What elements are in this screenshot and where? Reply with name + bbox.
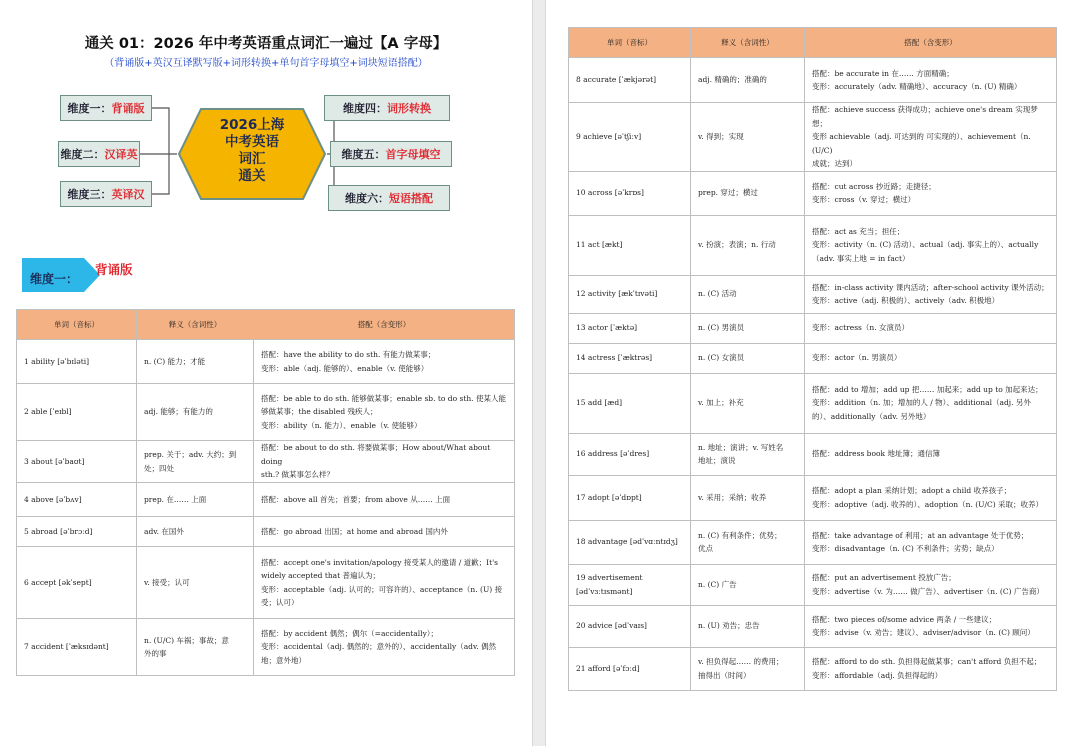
mindmap-node-dimension-3 [60,181,152,207]
word-text: 19 advertisement [576,573,643,582]
word-text: 14 actress [ˈæktrəs] [576,353,653,363]
word-cell [17,384,137,441]
word-cell [569,647,691,690]
word-text: 17 adopt [əˈdɒpt] [576,492,642,502]
table-row [569,373,1057,433]
table-row [569,647,1057,690]
mindmap-node-dimension-6 [328,185,450,211]
meaning-line: 地址；演说 [698,456,736,465]
meaning-cell [691,343,805,373]
vocab-table-right [568,27,1057,691]
collocation-line: 变形：cross（v. 穿过；横过） [812,195,916,204]
node-prefix: 维度四： [343,102,387,115]
node-label: 短语搭配 [389,192,433,205]
center-line: 2026上海 [219,117,285,133]
collocation-line: widely accepted that 普遍认为； [261,571,381,580]
collocation-line: （adv. 事实上地 = in fact） [812,253,910,263]
meaning-cell [691,215,805,275]
mindmap-node-dimension-5 [330,141,452,167]
word-text: 10 across [əˈkrɒs] [576,188,644,198]
table-row [569,605,1057,647]
meaning-line: n. (C) 广告 [698,579,737,589]
word-text: 16 address [əˈdres] [576,449,650,459]
collocation-line: 变形：adoptive（adj. 收养的）、adoption（n. (U/C) 采取；收养） [812,499,1044,509]
page-gap [532,0,546,746]
node-prefix: 维度二： [60,148,105,161]
meaning-cell [137,340,254,384]
meaning-cell [137,517,254,547]
meaning-line: prep. 关于；adv. 大约；到 [144,450,237,459]
collocation-line: 搭配：add to 增加；add up 把…… 加起来；add up to 加起来达； [812,384,1043,394]
table-row [569,475,1057,520]
collocation-cell [254,547,515,619]
collocation-cell [805,215,1057,275]
collocation-cell [805,343,1057,373]
center-line: 中考英语 [225,134,279,150]
meaning-cell [137,547,254,619]
collocation-line: 搭配：two pieces of/some advice 两条 / 一些建议； [812,614,997,624]
section-tag-label: 背诵版 [95,262,133,277]
collocation-cell [805,373,1057,433]
collocation-cell [805,58,1057,103]
meaning-cell [137,483,254,517]
collocation-line: 搭配：cut across 抄近路；走捷径； [812,181,936,191]
collocation-line: 搭配：accept one's invitation/apology 接受某人的邀请 / 道歉；It's [261,557,499,567]
table-row [569,433,1057,475]
table-row [569,58,1057,103]
word-cell [569,215,691,275]
table-body [17,340,515,676]
meaning-cell [137,619,254,676]
collocation-cell [805,564,1057,605]
meaning-cell [691,647,805,690]
table-row [569,520,1057,564]
meaning-cell [691,171,805,215]
collocation-line: 变形 achievable（adj. 可达到的 可实现的）、achievement（n. (U/C) [812,132,1031,155]
word-cell [569,373,691,433]
word-text: 20 advice [ədˈvaɪs] [576,621,647,631]
mindmap-node-dimension-2 [58,141,140,167]
collocation-cell [805,171,1057,215]
meaning-line: v. 采用；采纳；收养 [698,492,767,502]
table-header-row [569,28,1057,58]
collocation-line: 变形：accurately（adv. 精确地）、accuracy（n. (U) 精确） [812,82,1022,91]
meaning-cell [137,441,254,483]
word-text: 3 about [əˈbaʊt] [24,456,85,466]
meaning-line: n. (U) 劝告；忠告 [698,621,760,631]
word-text: 12 activity [ækˈtɪvəti] [576,289,658,299]
collocation-cell [805,647,1057,690]
collocation-line: 变形：active（adj. 积极的）、actively（adv. 积极地） [812,296,1000,305]
word-cell [569,520,691,564]
word-cell [569,605,691,647]
collocation-cell [805,433,1057,475]
header-meaning: 释义（含词性） [137,310,254,340]
word-cell [17,517,137,547]
collocation-line: sth.? 做某事怎么样？ [261,470,334,480]
collocation-cell [805,313,1057,343]
meaning-line: adv. 在国外 [144,526,184,536]
meaning-line: n. (C) 有利条件；优势； [698,530,782,540]
collocation-line: 搭配：achieve success 获得成功；achieve one's dream 实现梦想； [812,105,1038,128]
collocation-line: 变形：actor（n. 男演员） [812,353,902,363]
collocation-line: 变形：accidental（adj. 偶然的；意外的）、accidentally（adv. 偶然 [261,642,497,652]
collocation-line: 变形：actress（n. 女演员） [812,323,910,333]
vocab-table-left [16,309,515,676]
collocation-line: 变形：affordable（adj. 负担得起的） [812,670,943,680]
meaning-line: n. (U/C) 车祸；事故；意 [144,635,229,645]
meaning-line: adj. 精确的；准确的 [698,75,767,85]
mindmap-node-dimension-1 [60,95,152,121]
meaning-cell [691,433,805,475]
document-title: 通关 01：2026 年中考英语重点词汇一遍过【A 字母】 [84,36,448,52]
node-label: 汉译英 [104,148,138,161]
word-text: 15 add [æd] [576,398,623,408]
collocation-line: 搭配：be accurate in 在…… 方面精确； [812,68,954,78]
center-line: 通关 [238,168,266,184]
node-label: 首字母填空 [385,148,441,161]
word-text: 8 accurate [ˈækjərət] [576,75,657,85]
word-text: [ədˈvɜːtɪsmənt] [576,586,633,596]
meaning-line: v. 担负得起…… 的费用； [698,657,784,666]
meaning-cell [691,58,805,103]
meaning-line: v. 接受；认可 [144,577,190,587]
word-cell [17,483,137,517]
meaning-line: 处；四处 [144,463,174,473]
collocation-cell [805,605,1057,647]
collocation-line: 搭配：by accident 偶然；偶尔（=accidentally）； [261,628,439,638]
meaning-line: n. (C) 活动 [698,289,737,299]
word-cell [569,103,691,172]
word-text: 2 able [ˈeɪbl] [24,407,72,417]
collocation-line: 地；意外地） [261,655,306,665]
meaning-cell [691,373,805,433]
word-cell [569,475,691,520]
collocation-cell [254,483,515,517]
meaning-line: n. (C) 男演员 [698,323,745,333]
table-body [569,58,1057,691]
word-cell [569,564,691,605]
meaning-cell [691,103,805,172]
collocation-line: 搭配：address book 地址簿；通信簿 [812,449,940,459]
collocation-line: 受；认可） [261,598,299,607]
meaning-line: n. (C) 女演员 [698,353,745,363]
header-word: 单词（音标） [569,28,691,58]
collocation-line: 搭配：in-class activity 课内活动；after-school activity 课外活动； [812,282,1049,292]
meaning-cell [691,520,805,564]
collocation-line: 搭配：put an advertisement 投放广告； [812,573,956,582]
meaning-cell [691,605,805,647]
collocation-line: 搭配：go abroad 出国；at home and abroad 国内外 [261,526,448,536]
word-text: 21 afford [əˈfɔːd] [576,663,640,673]
collocation-line: 变形：advise（v. 劝告；建议）、adviser/advisor（n. (C) 顾问） [812,628,1035,637]
collocation-line: 的）、additionally（adv. 另外地） [812,411,931,421]
table-row [569,171,1057,215]
header-meaning: 释义（含词性） [691,28,805,58]
table-row [17,441,515,483]
meaning-line: v. 得到；实现 [698,132,744,141]
collocation-line: 搭配：adopt a plan 采纳计划；adopt a child 收养孩子； [812,486,1012,495]
word-cell [17,619,137,676]
collocation-line: 变形：disadvantage（n. (C) 不利条件；劣势；缺点） [812,544,999,553]
word-cell [569,343,691,373]
table-row [17,619,515,676]
collocation-line: 变形：able（adj. 能够的）、enable（v. 使能够） [261,363,429,373]
meaning-line: prep. 穿过；横过 [698,188,758,198]
table-row [569,103,1057,172]
header-collocation: 搭配（含变形） [254,310,515,340]
meaning-cell [137,384,254,441]
collocation-cell [254,441,515,483]
meaning-cell [691,313,805,343]
node-prefix: 维度六： [345,192,389,205]
meaning-line: adj. 能够；有能力的 [144,407,213,417]
node-prefix: 维度一： [67,102,112,115]
table-row [17,384,515,441]
collocation-line: 搭配：act as 充当；担任； [812,226,905,236]
collocation-cell [254,340,515,384]
meaning-cell [691,475,805,520]
center-line: 词汇 [238,151,266,167]
header-word: 单词（音标） [17,310,137,340]
table-row [17,483,515,517]
collocation-cell [805,103,1057,172]
table-row [569,215,1057,275]
word-cell [569,58,691,103]
meaning-line: v. 扮演；表演；n. 行动 [698,240,776,250]
collocation-line: 成就；达到） [812,159,857,168]
meaning-line: 外的事 [144,649,167,658]
meaning-line: n. 地址；演讲；v. 写姓名 [698,442,784,452]
table-row [17,547,515,619]
word-text: 7 accident [ˈæksɪdənt] [24,642,109,652]
meaning-cell [691,275,805,313]
table-row [17,517,515,547]
node-prefix: 维度五： [341,148,386,161]
section-tag-prefix: 维度一： [30,272,79,286]
node-label: 背诵版 [111,102,145,115]
word-cell [17,340,137,384]
collocation-cell [805,475,1057,520]
collocation-cell [805,275,1057,313]
table-row [569,275,1057,313]
collocation-line: 搭配：be about to do sth. 将要做某事；How about/What about doing [261,443,491,466]
word-text: 18 advantage [ədˈvɑːntɪdʒ] [576,537,678,547]
meaning-line: prep. 在…… 上面 [144,494,207,504]
meaning-line: n. (C) 能力；才能 [144,356,206,366]
word-cell [17,547,137,619]
collocation-line: 搭配：be able to do sth. 能够做某事；enable sb. to do sth. 使某人能 [261,393,506,403]
collocation-line: 搭配：take advantage of 利用；at an advantage 处于优势； [812,530,1029,540]
table-row [569,564,1057,605]
mindmap-center-text [177,117,327,185]
word-cell [17,441,137,483]
collocation-line: 搭配：afford to do sth. 负担得起做某事；can't afford 负担不起； [812,657,1042,666]
collocation-cell [805,520,1057,564]
mindmap-node-dimension-4 [324,95,450,121]
word-text: 1 ability [əˈbɪləti] [24,356,90,366]
collocation-line: 变形：ability（n. 能力）、enable（v. 使能够） [261,420,422,430]
meaning-line: 抽得出（时间） [698,670,751,680]
node-prefix: 维度三： [67,188,112,201]
word-text: 9 achieve [əˈtʃiːv] [576,132,642,141]
collocation-line: 变形：activity（n. (C) 活动）、actual（adj. 事实上的）、actually [812,240,1039,250]
table-row [17,340,515,384]
collocation-cell [254,517,515,547]
collocation-line: 搭配：above all 首先；首要；from above 从…… 上面 [261,494,451,504]
table-header-row [17,310,515,340]
word-cell [569,171,691,215]
meaning-line: 优点 [698,544,713,553]
node-label: 词形转换 [387,102,431,115]
header-collocation: 搭配（含变形） [805,28,1057,58]
meaning-line: v. 加上；补充 [698,398,744,408]
word-cell [569,275,691,313]
table-row [569,313,1057,343]
collocation-line: 搭配：have the ability to do sth. 有能力做某事； [261,350,436,359]
collocation-line: 变形：acceptable（adj. 认可的；可容许的）、acceptance（n. (U) 接 [261,584,503,594]
word-text: 5 abroad [əˈbrɔːd] [24,526,93,536]
document-subtitle: （背诵版+英汉互译默写版+词形转换+单句首字母填空+词块短语搭配） [104,58,428,69]
meaning-cell [691,564,805,605]
word-text: 4 above [əˈbʌv] [24,494,82,504]
mindmap [56,86,456,218]
word-text: 11 act [ækt] [576,240,623,250]
word-text: 13 actor [ˈæktə] [576,323,638,333]
collocation-cell [254,619,515,676]
table-row [569,343,1057,373]
word-cell [569,313,691,343]
collocation-line: 够做某事；the disabled 残疾人； [261,407,378,417]
collocation-line: 变形：advertise（v. 为…… 做广告）、advertiser（n. (C) 广告商） [812,586,1044,596]
collocation-line: 变形：addition（n. 加；增加的人 / 物）、additional（adj. 另外 [812,398,1031,408]
collocation-cell [254,384,515,441]
word-text: 6 accept [əkˈsept] [24,577,92,587]
word-cell [569,433,691,475]
node-label: 英译汉 [111,188,145,201]
